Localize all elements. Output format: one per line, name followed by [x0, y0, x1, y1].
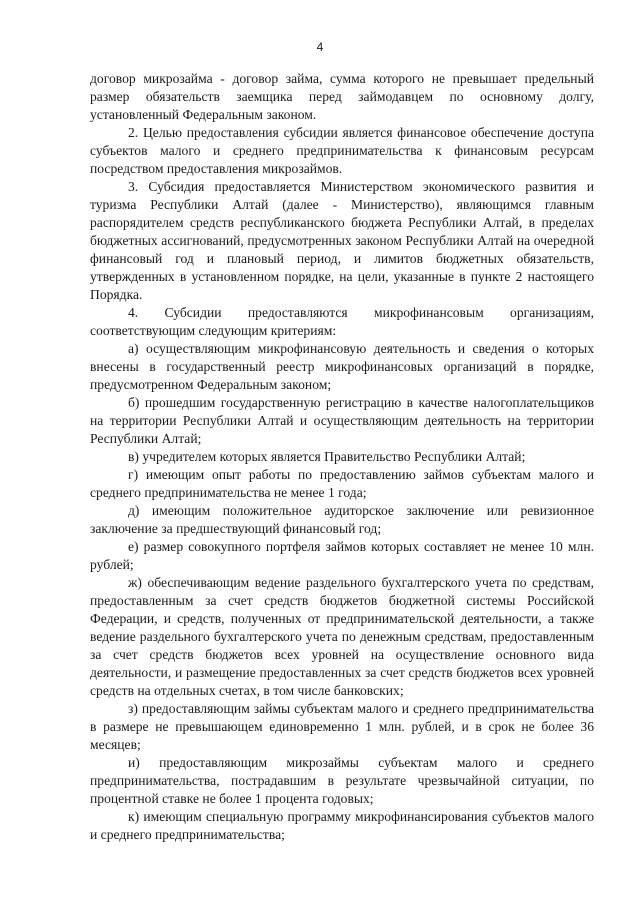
page-number: 4 — [316, 40, 324, 54]
paragraph-p1: 2. Целью предоставления субсидии является финансовое обеспечение доступа субъектов малого и среднего предпринимательства к финансовым ресурсам посредством предоставления микрозаймов. — [90, 125, 594, 176]
paragraph-p10: ж) обеспечивающим ведение раздельного бухгалтерского учета по средствам, предоставленным за счет средств бюджетов бюджетной системы Российской Федерации, и средств, полученных от предпринимательской деятельности, а также ведение раздельного бухгалтерского учета по денежным средствам, предоставленным за счет средств бюджетов всех уровней на осуществление основного вида деятельности, и размещение предоставленных за счет средств бюджетов всех уровней средств на отдельных счетах, в том числе банковских; — [90, 575, 594, 698]
paragraph-p3: 4. Субсидии предоставляются микрофинансовым организациям, соответствующим следующим критериям: — [90, 305, 594, 338]
paragraph-p9: е) размер совокупного портфеля займов которых составляет не менее 10 млн. рублей; — [90, 539, 594, 572]
paragraph-p6: в) учредителем которых является Правительство Республики Алтай; — [128, 449, 526, 464]
paragraph-p5: б) прошедшим государственную регистрацию в качестве налогоплательщиков на территории Республики Алтай и осуществляющим деятельность на территории Республики Алтай; — [90, 395, 594, 446]
paragraph-p7: г) имеющим опыт работы по предоставлению займов субъектам малого и среднего предпринимательства не менее 1 года; — [90, 467, 594, 500]
paragraph-p12: и) предоставляющим микрозаймы субъектам малого и среднего предпринимательства, пострадавшим в результате чрезвычайной ситуации, по процентной ставке не более 1 процента годовых; — [90, 755, 594, 806]
paragraph-p0: договор микрозайма - договор займа, сумма которого не превышает предельный размер обязательств заемщика перед займодавцем по основному долгу, установленный Федеральным законом. — [90, 71, 594, 122]
paragraph-p13: к) имеющим специальную программу микрофинансирования субъектов малого и среднего предпринимательства; — [90, 809, 594, 842]
paragraph-p4: а) осуществляющим микрофинансовую деятельность и сведения о которых внесены в государственный реестр микрофинансовых организаций в порядке, предусмотренном Федеральным законом; — [90, 341, 594, 392]
paragraph-p11: з) предоставляющим займы субъектам малого и среднего предпринимательства в размере не превышающем единовременно 1 млн. рублей, и в срок не более 36 месяцев; — [90, 701, 594, 752]
document-body — [90, 70, 594, 844]
paragraph-p8: д) имеющим положительное аудиторское заключение или ревизионное заключение за предшествующий финансовый год; — [90, 503, 594, 536]
paragraph-p2: 3. Субсидия предоставляется Министерством экономического развития и туризма Республики Алтай (далее - Министерство), являющимся главным распорядителем средств республиканского бюджета Республики Алтай, в пределах бюджетных ассигнований, предусмотренных законом Республики Алтай на очередной финансовый год и плановый период, и лимитов бюджетных обязательств, утвержденных в установленном порядке, на цели, указанные в пункте 2 настоящего Порядка. — [90, 179, 594, 302]
